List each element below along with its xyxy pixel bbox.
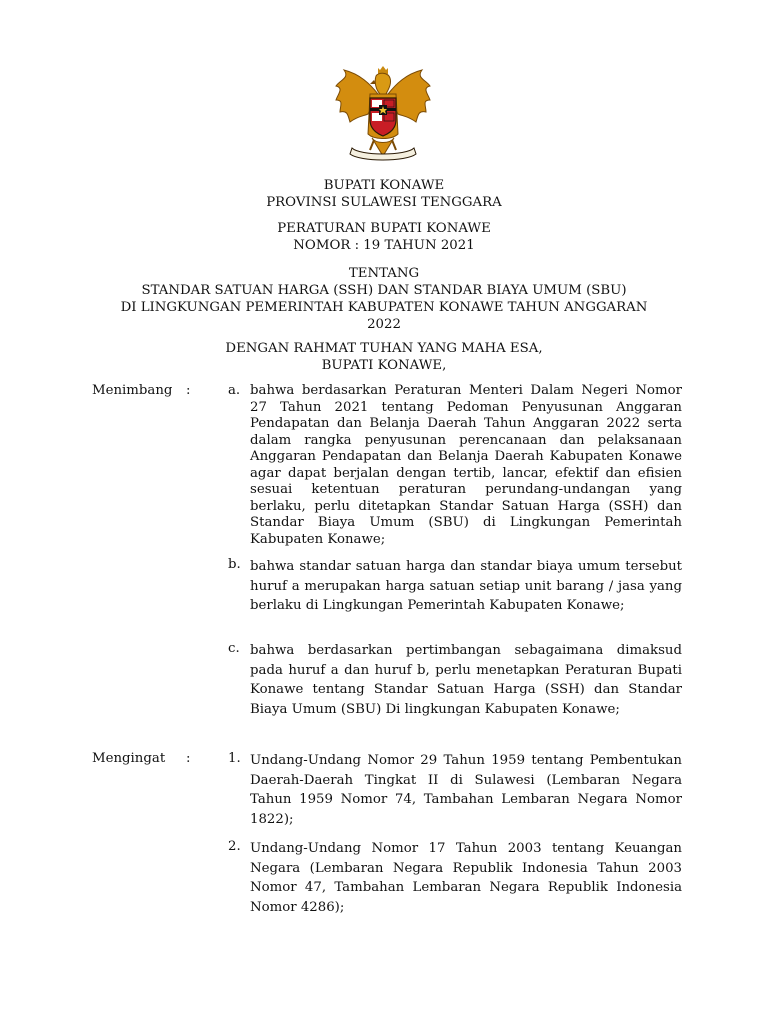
item-text: bahwa berdasarkan Peraturan Menteri Dalam Negeri Nomor 27 Tahun 2021 tentang Pedoman Penyusunan Anggaran Pendapatan dan Belanja Daerah Tahun Anggaran 2022 serta dalam rangka penyusunan perencanaan dan pelaksanaan Anggaran Pendapatan dan Belanja Daerah Kabupaten Konawe agar dapat berjalan dengan tertib, lancar, efektif dan efisien sesuai ketentuan peraturan perundang-undangan yang berlaku, perlu ditetapkan Standar Satuan Harga (SSH) dan Standar Biaya Umum (SBU) di Lingkungan Pemerintah Kabupaten Konawe; [250,383,682,547]
mengingat-label: Mengingat [92,751,166,766]
rahmat-line: DENGAN RAHMAT TUHAN YANG MAHA ESA, [225,341,543,356]
item-text: Undang-Undang Nomor 29 Tahun 1959 tentang Pembentukan Daerah-Daerah Tingkat II di Sulawesi (Lembaran Negara Tahun 1959 Nomor 74, Tambahan Lembaran Negara Nomor 1822); [250,753,682,827]
mengingat-colon: : [186,751,191,766]
subject-line-2: DI LINGKUNGAN PEMERINTAH KABUPATEN KONAWE TAHUN ANGGARAN [120,300,648,315]
subject-line-1: STANDAR SATUAN HARGA (SSH) DAN STANDAR BIAYA UMUM (SBU) [141,283,627,298]
preamble [0,340,768,374]
regulation-title [0,220,768,254]
item-marker: 1. [228,751,241,766]
document-header [0,177,768,211]
tentang-heading: TENTANG [348,266,420,281]
issuer-line: BUPATI KONAWE [323,178,445,193]
menimbang-label: Menimbang [92,383,173,398]
item-text: Undang-Undang Nomor 17 Tahun 2003 tentang Keuangan Negara (Lembaran Negara Republik Indonesia Tahun 2003 Nomor 47, Tambahan Lembaran Negara Republik Indonesia Nomor 4286); [250,841,682,915]
item-text: bahwa standar satuan harga dan standar biaya umum tersebut huruf a merupakan harga satuan setiap unit barang / jasa yang berlaku di Lingkungan Pemerintah Kabupaten Konawe; [250,559,682,614]
item-text: bahwa berdasarkan pertimbangan sebagaimana dimaksud pada huruf a dan huruf b, perlu menetapkan Peraturan Bupati Konawe tentang Standar Satuan Harga (SSH) dan Standar Biaya Umum (SBU) Di lingkungan Kabupaten Konawe; [250,643,682,717]
item-marker: b. [228,557,241,572]
subject-line-3: 2022 [367,317,401,332]
province-line: PROVINSI SULAWESI TENGGARA [266,195,502,210]
item-marker: c. [228,641,240,656]
regulation-name: PERATURAN BUPATI KONAWE [277,221,491,236]
bupati-line: BUPATI KONAWE, [321,358,447,373]
regulation-number: NOMOR : 19 TAHUN 2021 [293,238,475,253]
garuda-emblem [330,64,436,170]
menimbang-colon: : [186,383,191,398]
regulation-subject [0,265,768,333]
item-marker: a. [228,383,241,398]
item-marker: 2. [228,839,241,854]
